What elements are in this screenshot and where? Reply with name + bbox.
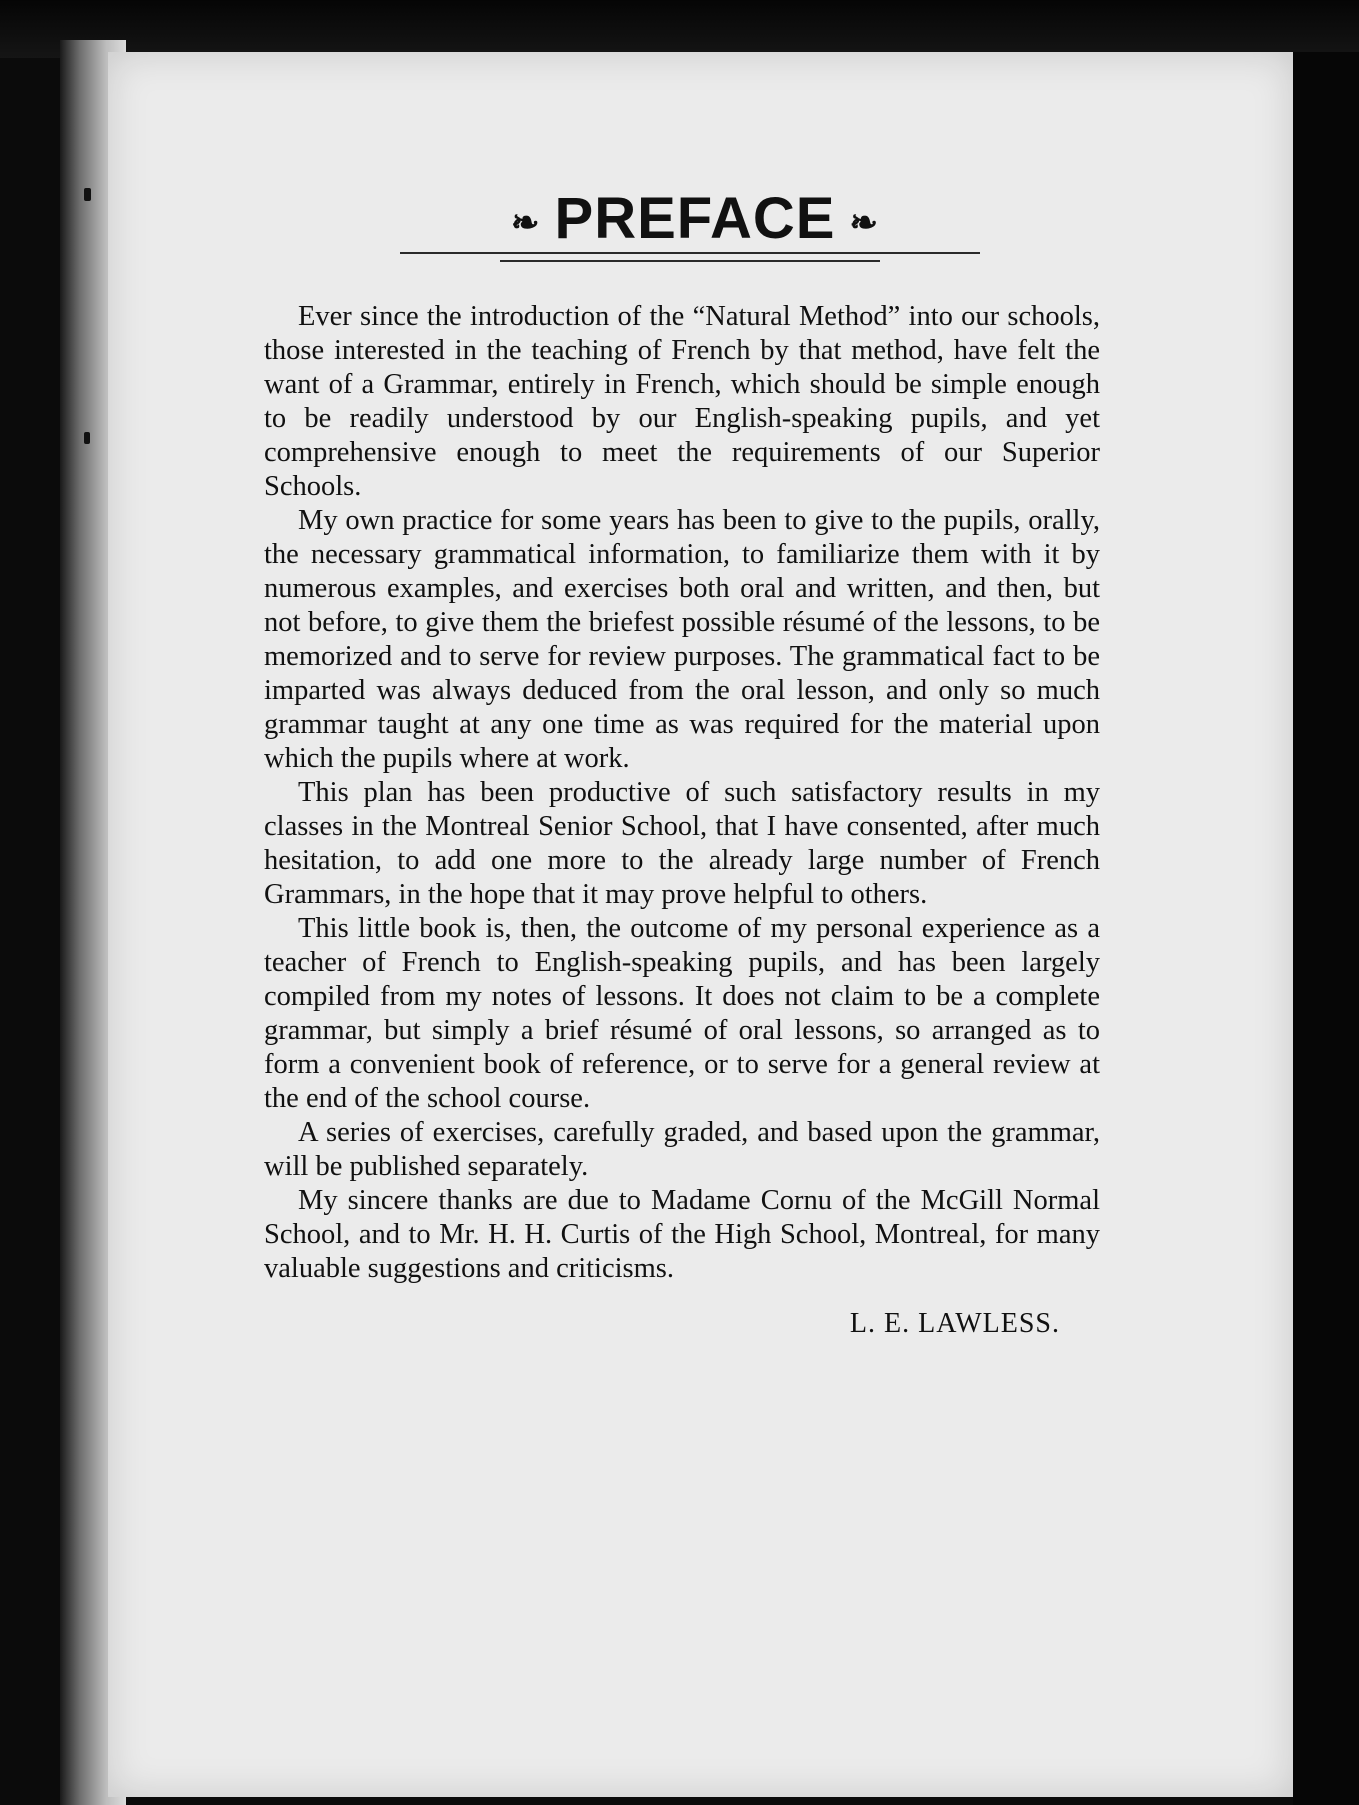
- margin-mark: [84, 188, 91, 201]
- author-signature: L. E. LAWLESS.: [849, 1308, 1060, 1339]
- title-rule-bottom: [500, 260, 880, 262]
- margin-mark: [84, 432, 90, 444]
- paragraph: Ever since the introduction of the “Natural Method” into our schools, those interested in the teaching of French by that method, have felt the want of a Grammar, entirely in French, which should be simple enough to be readily understood by our English-speaking pupils, and yet comprehensive enough to meet the requirements of our Superior Schools.: [264, 301, 1100, 502]
- page-title: [400, 185, 990, 252]
- ornament-right-icon: ❧: [849, 203, 879, 242]
- scan-right-border: [1293, 52, 1359, 1805]
- ornament-left-icon: ❧: [511, 203, 541, 242]
- paragraph: My sincere thanks are due to Madame Cornu of the McGill Normal School, and to Mr. H. H. Curtis of the High School, Montreal, for many valuable suggestions and criticisms.: [264, 1185, 1100, 1284]
- paragraph: A series of exercises, carefully graded, and based upon the grammar, will be published separately.: [264, 1117, 1100, 1182]
- paragraph: This little book is, then, the outcome of my personal experience as a teacher of French to English-speaking pupils, and has been largely compiled from my notes of lessons. It does not claim to be a complete grammar, but simply a brief résumé of oral lessons, so arranged as to form a convenient book of reference, or to serve for a general review at the end of the school course.: [264, 913, 1100, 1114]
- preface-body: [264, 300, 1100, 1286]
- scan-top-border: [0, 0, 1359, 58]
- paragraph: This plan has been productive of such satisfactory results in my classes in the Montreal Senior School, that I have consented, after much hesitation, to add one more to the already large number of French Grammars, in the hope that it may prove helpful to others.: [264, 777, 1100, 910]
- title-rule-top: [400, 252, 980, 254]
- title-text: PREFACE: [554, 186, 836, 251]
- paragraph: My own practice for some years has been to give to the pupils, orally, the necessary grammatical information, to familiarize them with it by numerous examples, and exercises both oral and written, and then, but not before, to give them the briefest possible résumé of the lessons, to be memorized and to serve for review purposes. The grammatical fact to be imparted was always deduced from the oral lesson, and only so much grammar taught at any one time as was required for the material upon which the pupils where at work.: [264, 505, 1100, 774]
